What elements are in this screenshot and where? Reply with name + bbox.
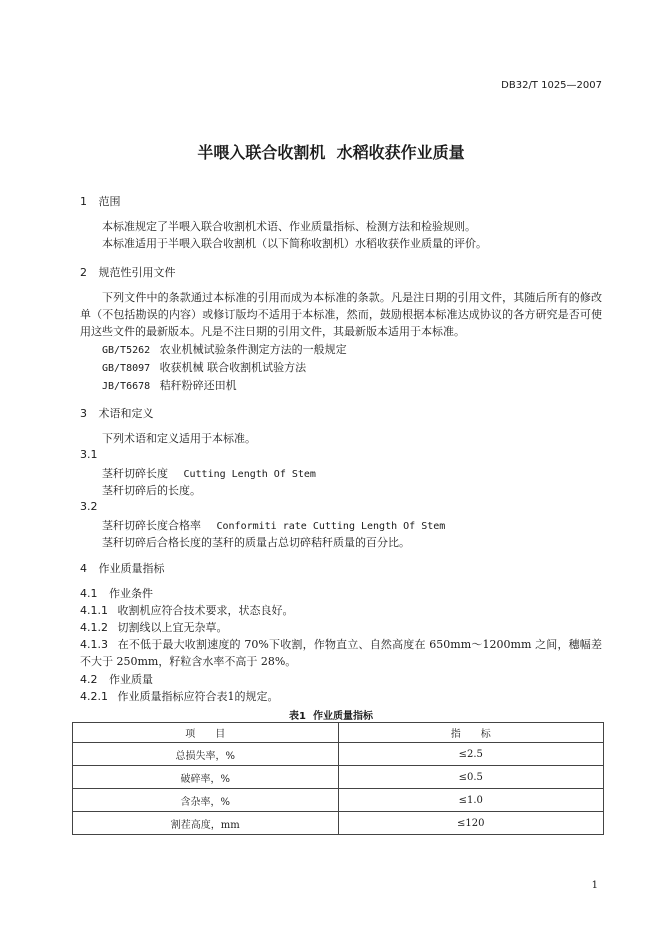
subsection-title: 作业条件 [109, 587, 153, 600]
section-1-heading [80, 193, 121, 209]
quality-table [72, 722, 604, 835]
ref-item [102, 341, 347, 357]
section-1-para-1: 本标准规定了半喂入联合收割机术语、作业质量指标、检测方法和检验规则。 [102, 220, 476, 233]
clause-text: 切割线以上宜无杂草。 [117, 621, 228, 634]
term-1-number: 3.1 [80, 448, 98, 461]
term-1-name: 茎秆切碎长度 [102, 467, 168, 480]
clause-text: 在不低于最大收割速度的 70%下收割，作物直立、自然高度在 650mm～1200mm 之间，穗幅差不大于 250mm，籽粒含水率不高于 28%。 [80, 638, 602, 668]
ref-code: JB/T6678 [102, 381, 151, 392]
section-2-title: 规范性引用文件 [98, 266, 176, 279]
doc-code: DB32/T 1025—2007 [501, 80, 602, 91]
clause-4-2-1 [80, 688, 279, 704]
subsection-4-1 [80, 585, 153, 601]
section-1-para-2: 本标准适用于半喂入联合收割机（以下简称收割机）水稻收获作业质量的评价。 [102, 237, 487, 250]
section-3-heading [80, 405, 154, 421]
ref-item [102, 359, 306, 375]
term-2-english: Conformiti rate Cutting Length Of Stem [216, 521, 446, 532]
clause-number: 4.1.1 [80, 604, 108, 617]
column-header-value: 指 标 [338, 723, 604, 743]
table-row [73, 789, 604, 812]
section-4-title: 作业质量指标 [98, 562, 165, 575]
table-row [73, 766, 604, 789]
table-cell-item: 含杂率，% [73, 789, 339, 812]
page-title: 半喂入联合收割机 水稻收获作业质量 [197, 143, 465, 162]
table-row [73, 812, 604, 835]
ref-code: GB/T8097 [102, 363, 151, 374]
clause-4-1-2 [80, 619, 228, 635]
term-1-heading [102, 465, 316, 481]
term-2-definition: 茎秆切碎后合格长度的茎秆的质量占总切碎秸秆质量的百分比。 [102, 536, 410, 549]
term-1-definition: 茎秆切碎后的长度。 [102, 484, 201, 497]
table-header-row [73, 723, 604, 743]
clause-4-1-1 [80, 602, 294, 618]
table-cell-value: ≤1.0 [338, 789, 604, 812]
section-4-heading [80, 560, 165, 576]
clause-text: 作业质量指标应符合表1的规定。 [117, 690, 279, 703]
ref-name: 农业机械试验条件测定方法的一般规定 [159, 343, 347, 356]
table-cell-item: 破碎率，% [73, 766, 339, 789]
table-cell-value: ≤0.5 [338, 766, 604, 789]
section-1-number: 1 [80, 195, 87, 208]
section-2-para: 下列文件中的条款通过本标准的引用而成为本标准的条款。凡是注日期的引用文件，其随后所有的修改单（不包括勘误的内容）或修订版均不适用于本标准，然而，鼓励根据本标准达成协议的各方研究是否可使用这些文件的最新版本。凡是不注日期的引用文件，其最新版本适用于本标准。 [80, 291, 602, 338]
subsection-title: 作业质量 [109, 673, 153, 686]
table-cell-value: ≤2.5 [338, 743, 604, 766]
table-cell-item: 割茬高度，mm [73, 812, 339, 835]
table-caption: 表1 作业质量指标 [289, 711, 373, 722]
term-2-name: 茎秆切碎长度合格率 [102, 519, 201, 532]
clause-number: 4.1.2 [80, 621, 108, 634]
clause-number: 4.2.1 [80, 690, 108, 703]
term-2-heading [102, 517, 445, 533]
subsection-number: 4.2 [80, 673, 98, 686]
section-4-number: 4 [80, 562, 87, 575]
section-3-intro: 下列术语和定义适用于本标准。 [102, 432, 256, 445]
ref-item [102, 377, 237, 393]
ref-code: GB/T5262 [102, 345, 151, 356]
table-cell-value: ≤120 [338, 812, 604, 835]
ref-name: 收获机械 联合收割机试验方法 [159, 361, 307, 374]
subsection-4-2 [80, 671, 153, 687]
section-2-number: 2 [80, 266, 87, 279]
column-header-item: 项 目 [73, 723, 339, 743]
term-1-english: Cutting Length Of Stem [183, 469, 316, 480]
table-cell-item: 总损失率，% [73, 743, 339, 766]
ref-name: 秸秆粉碎还田机 [159, 379, 237, 392]
clause-number: 4.1.3 [80, 638, 108, 651]
clause-text: 收割机应符合技术要求，状态良好。 [117, 604, 294, 617]
subsection-number: 4.1 [80, 587, 98, 600]
section-2-heading [80, 264, 176, 280]
term-2-number: 3.2 [80, 500, 98, 513]
section-1-title: 范围 [98, 195, 121, 208]
section-3-number: 3 [80, 407, 87, 420]
clause-4-1-3 [80, 636, 602, 670]
section-3-title: 术语和定义 [98, 407, 154, 420]
page-number: 1 [591, 880, 598, 891]
table-row [73, 743, 604, 766]
